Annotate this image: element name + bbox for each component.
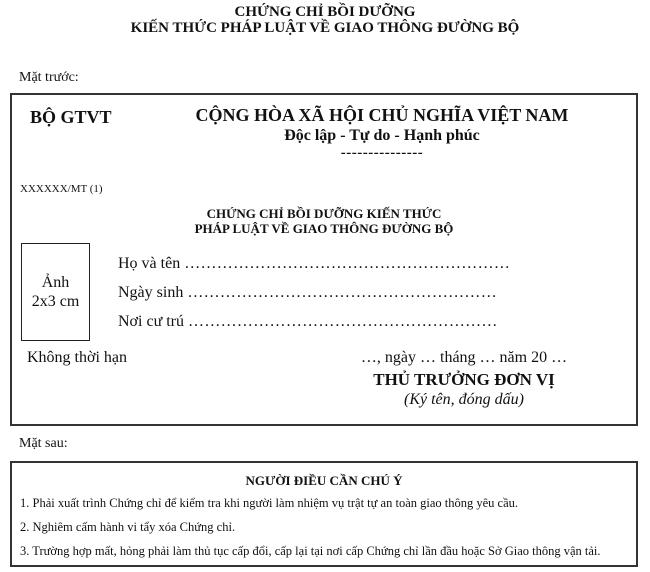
document-title-line-2: KIẾN THỨC PHÁP LUẬT VỀ GIAO THÔNG ĐƯỜNG BỘ [130, 20, 520, 36]
certificate-front-card [10, 93, 638, 426]
photo-size: 2x3 cm [31, 293, 80, 310]
signature-note: (Ký tên, đóng dấu) [404, 391, 524, 408]
date-of-birth-blank: ………………………………………………… [187, 284, 498, 301]
note-item: 2. Nghiêm cấm hành vi tẩy xóa Chứng chỉ. [20, 520, 236, 534]
date-of-birth-field [118, 284, 497, 302]
document-title-line-1: CHỨNG CHỈ BỒI DƯỠNG [234, 4, 416, 20]
back-side-label: Mặt sau: [19, 436, 68, 451]
note-item: 3. Trường hợp mất, hỏng phải làm thủ tục cấp đổi, cấp lại tại nơi cấp Chứng chỉ lần đầu hoặc Sở Giao thông vận tải. [20, 544, 601, 558]
residence-label: Nơi cư trú [118, 313, 185, 330]
certificate-title-line-2: PHÁP LUẬT VỀ GIAO THÔNG ĐƯỜNG BỘ [194, 221, 454, 236]
residence-field [118, 313, 498, 331]
photo-label: Ảnh [41, 274, 70, 291]
motto-divider: --------------- [340, 145, 424, 161]
note-item: 1. Phải xuất trình Chứng chỉ để kiểm tra khi người làm nhiệm vụ trật tự an toàn giao thông yêu cầu. [20, 496, 519, 510]
notes-title: NGƯỜI ĐIỀU CẦN CHÚ Ý [245, 473, 403, 488]
front-side-label: Mặt trước: [19, 70, 79, 85]
signer-title: THỦ TRƯỞNG ĐƠN VỊ [373, 370, 555, 389]
validity-period: Không thời hạn [27, 349, 128, 366]
issue-date-line: …, ngày … tháng … năm 20 … [360, 349, 568, 366]
certificate-number: XXXXXX/MT (1) [20, 183, 103, 195]
certificate-title-line-1: CHỨNG CHỈ BỒI DƯỠNG KIẾN THỨC [206, 206, 442, 221]
date-of-birth-label: Ngày sinh [118, 284, 184, 301]
national-motto: Độc lập - Tự do - Hạnh phúc [284, 127, 480, 144]
full-name-field [118, 255, 510, 273]
residence-blank: ………………………………………………… [188, 313, 498, 330]
certificate-back-card [10, 461, 638, 567]
photo-placeholder [21, 243, 90, 341]
full-name-blank: …………………………………………………… [184, 255, 511, 272]
full-name-label: Họ và tên [118, 255, 181, 272]
national-title: CỘNG HÒA XÃ HỘI CHỦ NGHĨA VIỆT NAM [195, 105, 569, 125]
issuing-agency: BỘ GTVT [30, 107, 112, 127]
